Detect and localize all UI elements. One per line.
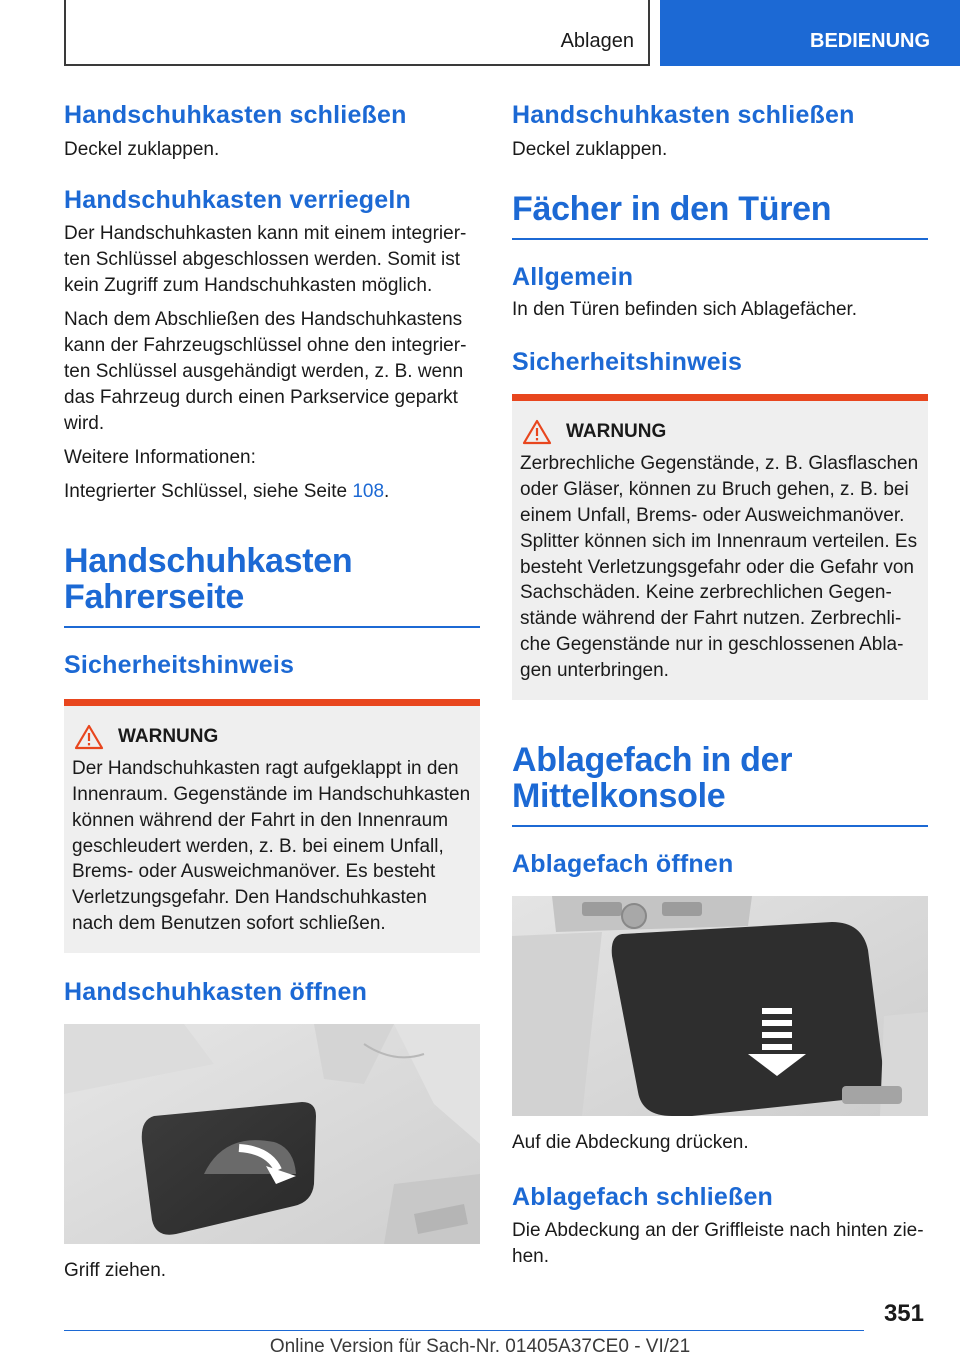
text-more-info: Weitere Informationen: (64, 446, 256, 468)
warning-box-right (512, 394, 928, 699)
heading-console-close: Ablagefach schließen (512, 1183, 774, 1212)
heading-general: Allgemein (512, 262, 634, 291)
header-section-box (64, 0, 650, 66)
heading-door-pockets: Fächer in den Türen (512, 191, 928, 240)
heading-glovebox-close: Handschuhkasten schließen (64, 101, 407, 129)
section-title: Ablagen (560, 30, 634, 52)
heading-driver-glovebox: Handschuhkasten Fahrerseite (64, 543, 480, 628)
warning-header-right (520, 419, 920, 445)
reference-page-link[interactable]: 108 (352, 480, 385, 502)
warning-title-left: WARNUNG (118, 726, 219, 748)
warning-box-left (64, 699, 480, 953)
text-console-close: Die Abdeckung an der Griffleiste nach hinten ziehen. (512, 1219, 924, 1267)
heading-glovebox-close-right: Handschuhkasten schließen (512, 101, 855, 129)
warning-triangle-icon (74, 724, 104, 750)
heading-glovebox-lock: Handschuhkasten verriegeln (64, 186, 411, 215)
image-glovebox-driver (64, 1024, 480, 1244)
heading-safety-right: Sicherheitshinweis (512, 348, 743, 377)
page-number: 351 (883, 1300, 924, 1327)
image-center-console (512, 896, 928, 1116)
caption-glovebox-driver: Griff ziehen. (64, 1260, 167, 1282)
warning-header-left (72, 724, 472, 750)
warning-title-right: WARNUNG (566, 421, 667, 443)
heading-console-open: Ablagefach öffnen (512, 850, 734, 879)
text-general: In den Türen befinden sich Ablagefächer. (512, 299, 858, 321)
footer-divider (64, 1330, 864, 1331)
heading-center-console: Ablagefach in der Mittelkonsole (512, 742, 928, 827)
left-column (64, 100, 480, 1284)
heading-safety-left: Sicherheitshinweis (64, 650, 295, 679)
right-column (512, 100, 928, 1270)
reference-end: . (384, 480, 390, 502)
heading-glovebox-open: Handschuhkasten öffnen (64, 977, 368, 1006)
text-glovebox-lock-2: Nach dem Abschließen des Handschuhkastens kann der Fahrzeugschlüssel ohne den integrierten Schlüssel ausgehändigt werden, z. B. wenn das Fahrzeug durch einen Parkservice geparkt wird. (64, 308, 467, 434)
reference-text: Integrierter Schlüssel, siehe Seite (64, 480, 353, 502)
text-glovebox-lock-1: Der Handschuhkasten kann mit einem integrierten Schlüssel abgeschlossen werden. Somit ist kein Zugriff zum Handschuhkasten möglich. (64, 222, 467, 296)
text-glovebox-close: Deckel zuklappen. (64, 139, 220, 161)
text-glovebox-close-right: Deckel zuklappen. (512, 139, 668, 161)
warning-text-right: Zerbrechliche Gegenstände, z. B. Glasflaschen oder Gläser, können zu Bruch gehen, z. B. bei einem Unfall, Brems- oder Ausweichmanöver. Splitter können sich im Innenraum verteilen. Es besteht Verletzungsgefahr oder die Gefahr von Sachschäden. Keine zerbrechlichen Gegenstände während der Fahrt nutzen. Zerbrechliche Gegenstände nur in geschlossenen Ablagen unterbringen. (520, 453, 919, 681)
chapter-title: BEDIENUNG (810, 30, 931, 52)
warning-triangle-icon (522, 419, 552, 445)
center-console-illustration (512, 896, 928, 1116)
text-reference (64, 479, 480, 505)
chapter-tab (660, 0, 960, 66)
caption-center-console: Auf die Abdeckung drücken. (512, 1132, 749, 1154)
footer-text: Online Version für Sach-Nr. 01405A37CE0 - VI/21 (269, 1336, 691, 1357)
warning-text-left: Der Handschuhkasten ragt aufgeklappt in den Innenraum. Gegenstände im Handschuhkasten können während der Fahrt in den Innenraum geschleudert werden, z. B. bei einem Unfall, Brems- oder Ausweichmanöver. Es besteht Verletzungsgefahr. Den Handschuhkasten nach dem Benutzen sofort schließen. (72, 758, 471, 934)
glovebox-illustration (64, 1024, 480, 1244)
